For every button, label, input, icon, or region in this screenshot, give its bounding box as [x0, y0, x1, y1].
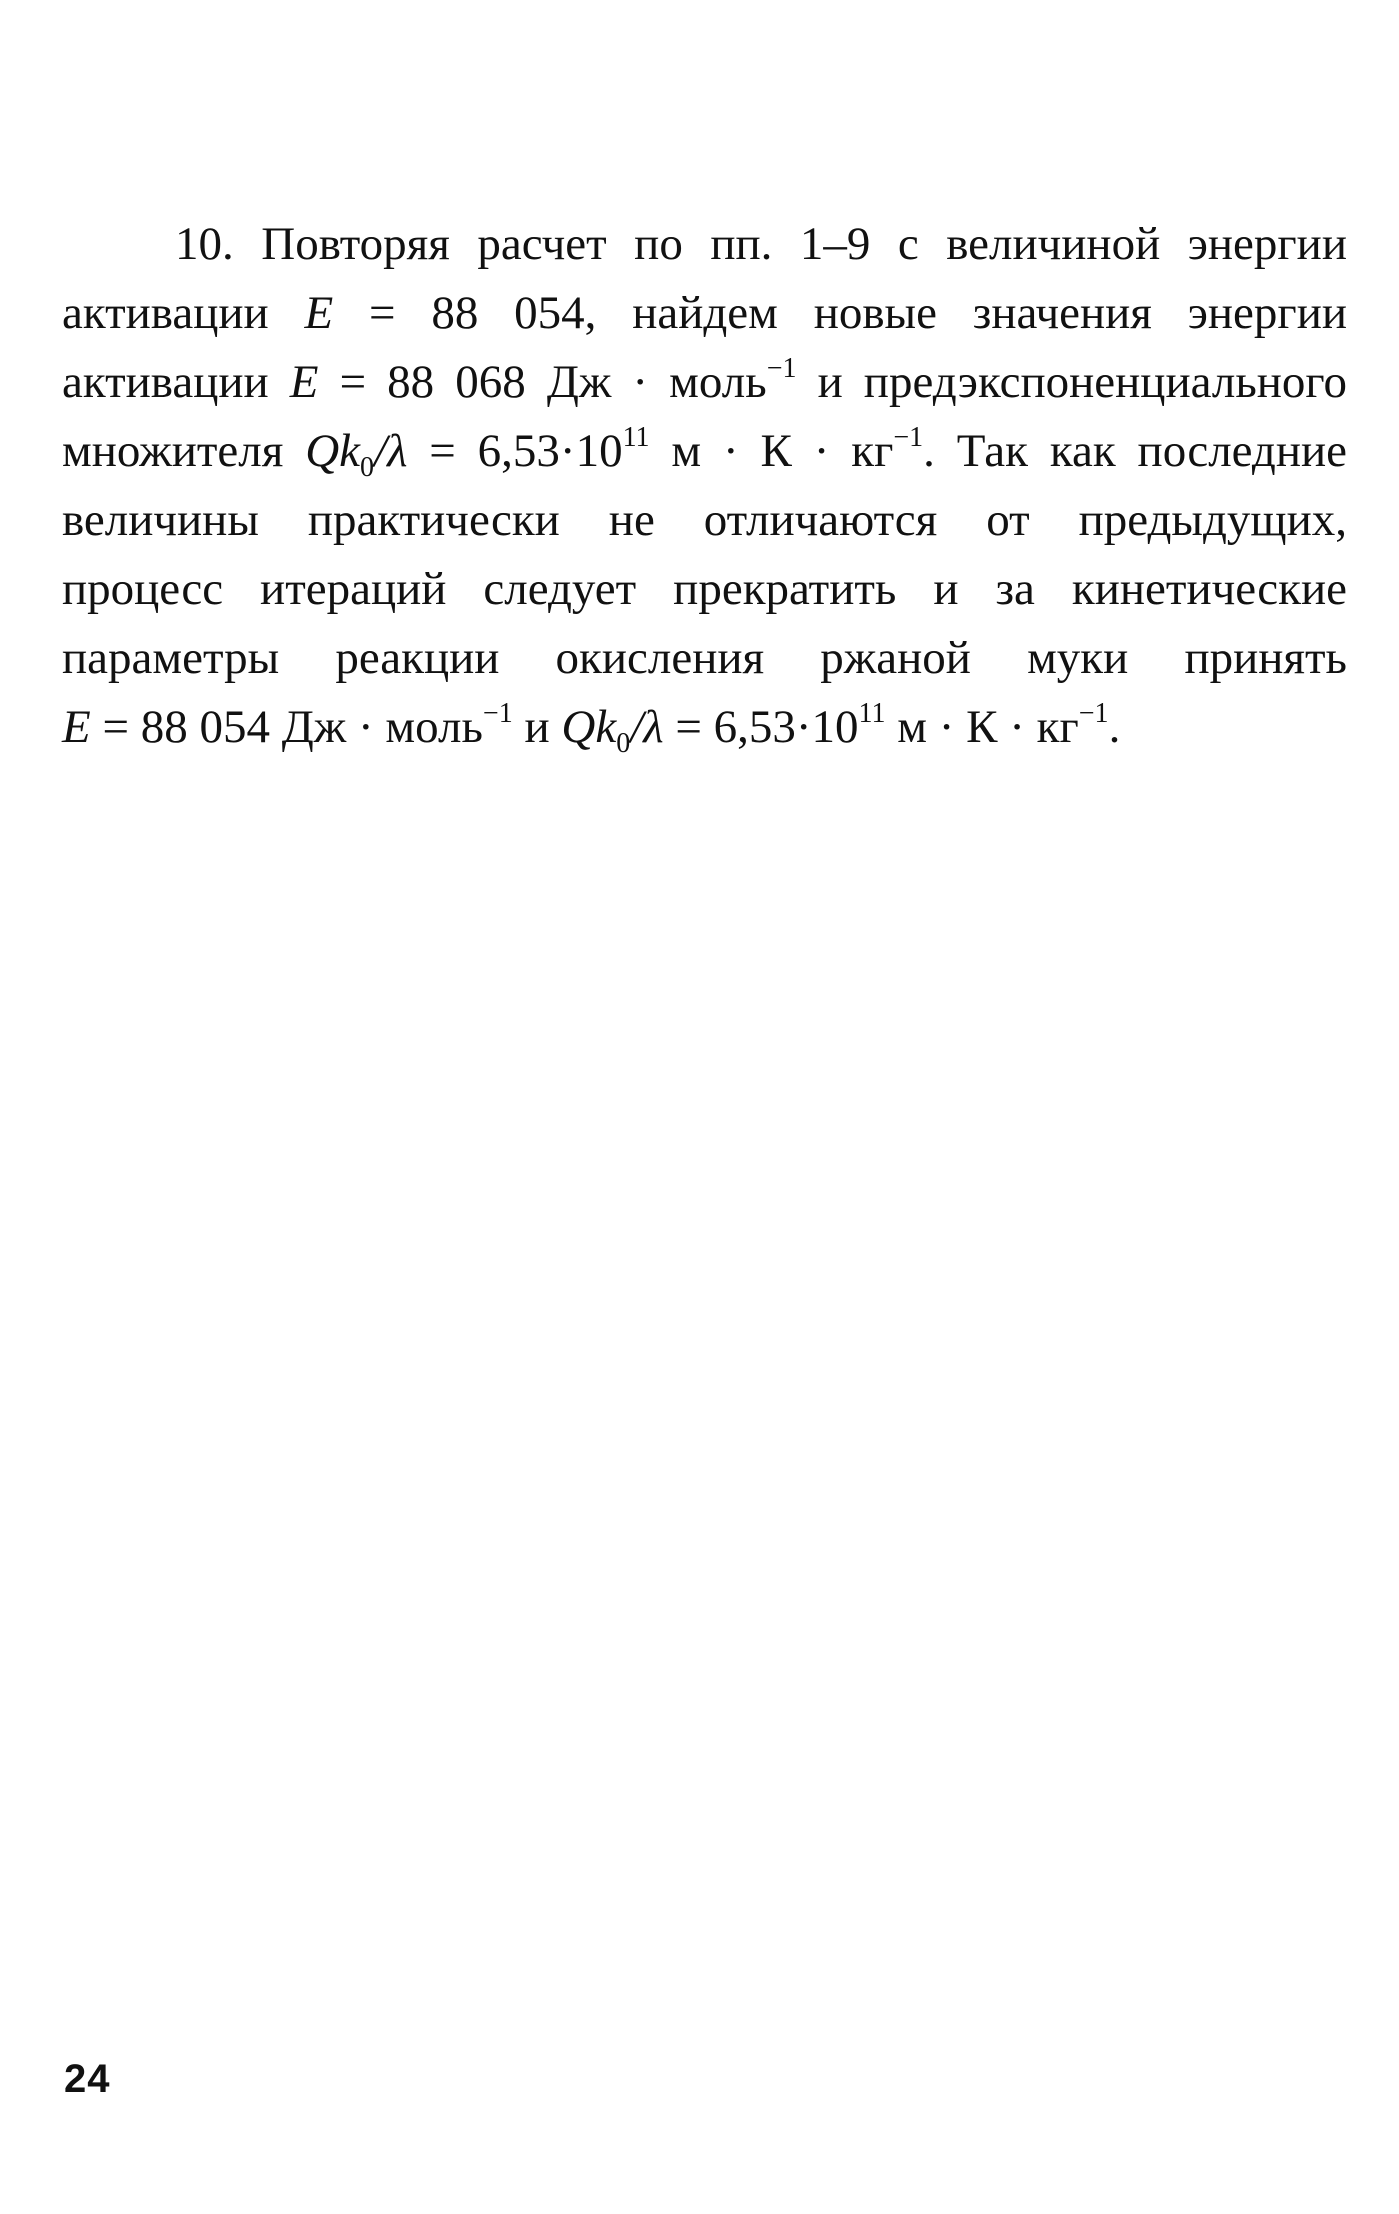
text-line-2 [62, 279, 1347, 348]
text-continuation: . Так как последние [923, 425, 1347, 477]
exponent: −1 [1078, 698, 1109, 729]
word-activation: активации [62, 287, 269, 339]
symbol-E: E [62, 701, 91, 753]
conjunction: и [512, 701, 562, 753]
text-line-3 [62, 348, 1347, 417]
symbol-E: E [289, 356, 319, 408]
word-activation: активации [62, 356, 269, 408]
exponent: 11 [622, 422, 650, 453]
exponent: −1 [893, 422, 924, 453]
value-E-new: = 88 068 Дж · моль [318, 356, 767, 408]
value-E-initial: = 88 054 [333, 287, 585, 339]
symbol-lambda: /λ [374, 425, 408, 477]
text-line-8 [62, 693, 1347, 762]
units: м · К · кг [885, 701, 1079, 753]
text-line-6: процесс итераций следует прекратить и за кинетические [62, 563, 1347, 615]
symbol-Qk: Qk [561, 701, 617, 753]
text-continuation: , найдем новые значения энергии [584, 287, 1347, 339]
value-preexponential-final: = 6,53·10 [663, 701, 859, 753]
symbol-E: E [304, 287, 334, 339]
text-line-5: величины практически не отличаются от предыдущих, [62, 494, 1347, 546]
text-line-4 [62, 417, 1347, 486]
exponent: −1 [482, 698, 513, 729]
page-number: 24 [64, 2057, 111, 2101]
subscript: 0 [360, 452, 375, 483]
paragraph-step-10 [62, 210, 1347, 762]
text-line-7: параметры реакции окисления ржаной муки принять [62, 632, 1347, 684]
period: . [1108, 701, 1121, 753]
exponent: −1 [766, 353, 797, 384]
symbol-lambda: /λ [630, 701, 664, 753]
value-E-final: = 88 054 Дж · моль [90, 701, 483, 753]
text-line-1: 10. Повторяя расчет по пп. 1–9 с величиной энергии [175, 218, 1347, 270]
subscript: 0 [616, 728, 631, 759]
text-continuation: и предэкспоненциального [796, 356, 1348, 408]
exponent: 11 [858, 698, 886, 729]
units: м · К · кг [649, 425, 894, 477]
value-preexponential: = 6,53·10 [407, 425, 623, 477]
word-multiplier: множителя [62, 425, 284, 477]
symbol-Qk: Qk [305, 425, 361, 477]
